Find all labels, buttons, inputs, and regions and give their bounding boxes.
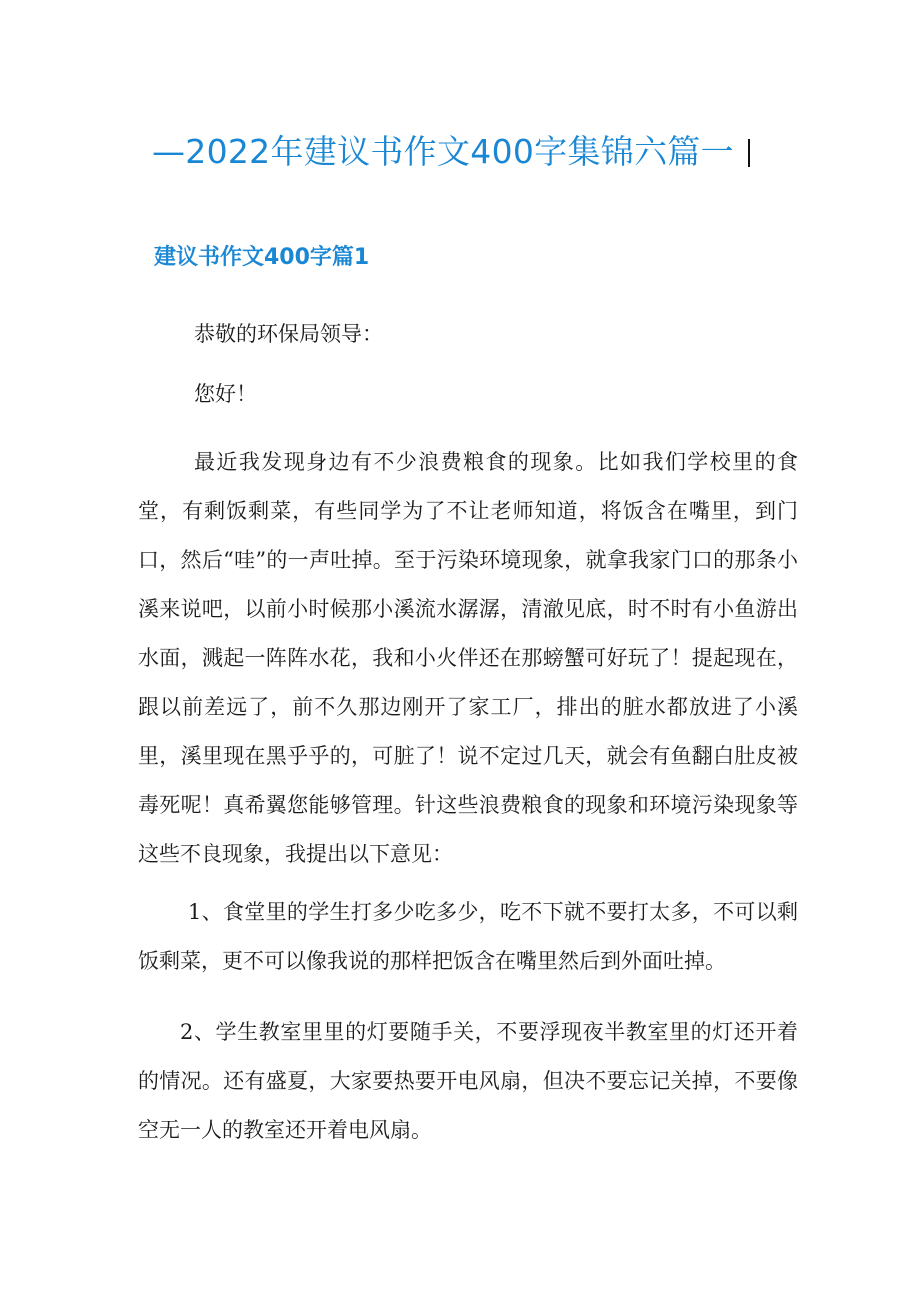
- letter-salutation: 恭敬的环保局领导：: [194, 322, 383, 346]
- body-paragraph-2: 1、食堂里的学生打多少吃多少，吃不下就不要打太多，不可以剩饭剩菜，更不可以像我说的那样把饭含在嘴里然后到外面吐掉。: [138, 900, 798, 973]
- body-paragraph-3: 2、学生教室里里的灯要随手关，不要浮现夜半教室里的灯还开着的情况。还有盛夏，大家要热要开电风扇，但决不要忘记关掉，不要像空无一人的教室还开着电风扇。: [138, 1020, 798, 1142]
- text-cursor-bar: [748, 139, 750, 167]
- letter-greeting: 您好！: [194, 382, 257, 406]
- body-paragraph-1: 最近我发现身边有不少浪费粮食的现象。比如我们学校里的食堂，有剩饭剩菜，有些同学为了不让老师知道，将饭含在嘴里，到门口，然后“哇”的一声吐掉。至于污染环境现象，就拿我家门口的那条小溪来说吧，以前小时候那小溪流水潺潺，清澈见底，时不时有小鱼游出水面，溅起一阵阵水花，我和小火伴还在那螃蟹可好玩了！提起现在，跟以前差远了，前不久那边刚开了家工厂，排出的脏水都放进了小溪里，溪里现在黑乎乎的，可脏了！说不定过几天，就会有鱼翻白肚皮被毒死呢！真希翼您能够管理。针这些浪费粮食的现象和环境污染现象等这些不良现象，我提出以下意见：: [138, 450, 798, 866]
- document-title-text: —2022年建议书作文400字集锦六篇一: [152, 132, 734, 171]
- document-title: [152, 128, 852, 176]
- section-heading: 建议书作文400字篇1: [154, 245, 370, 270]
